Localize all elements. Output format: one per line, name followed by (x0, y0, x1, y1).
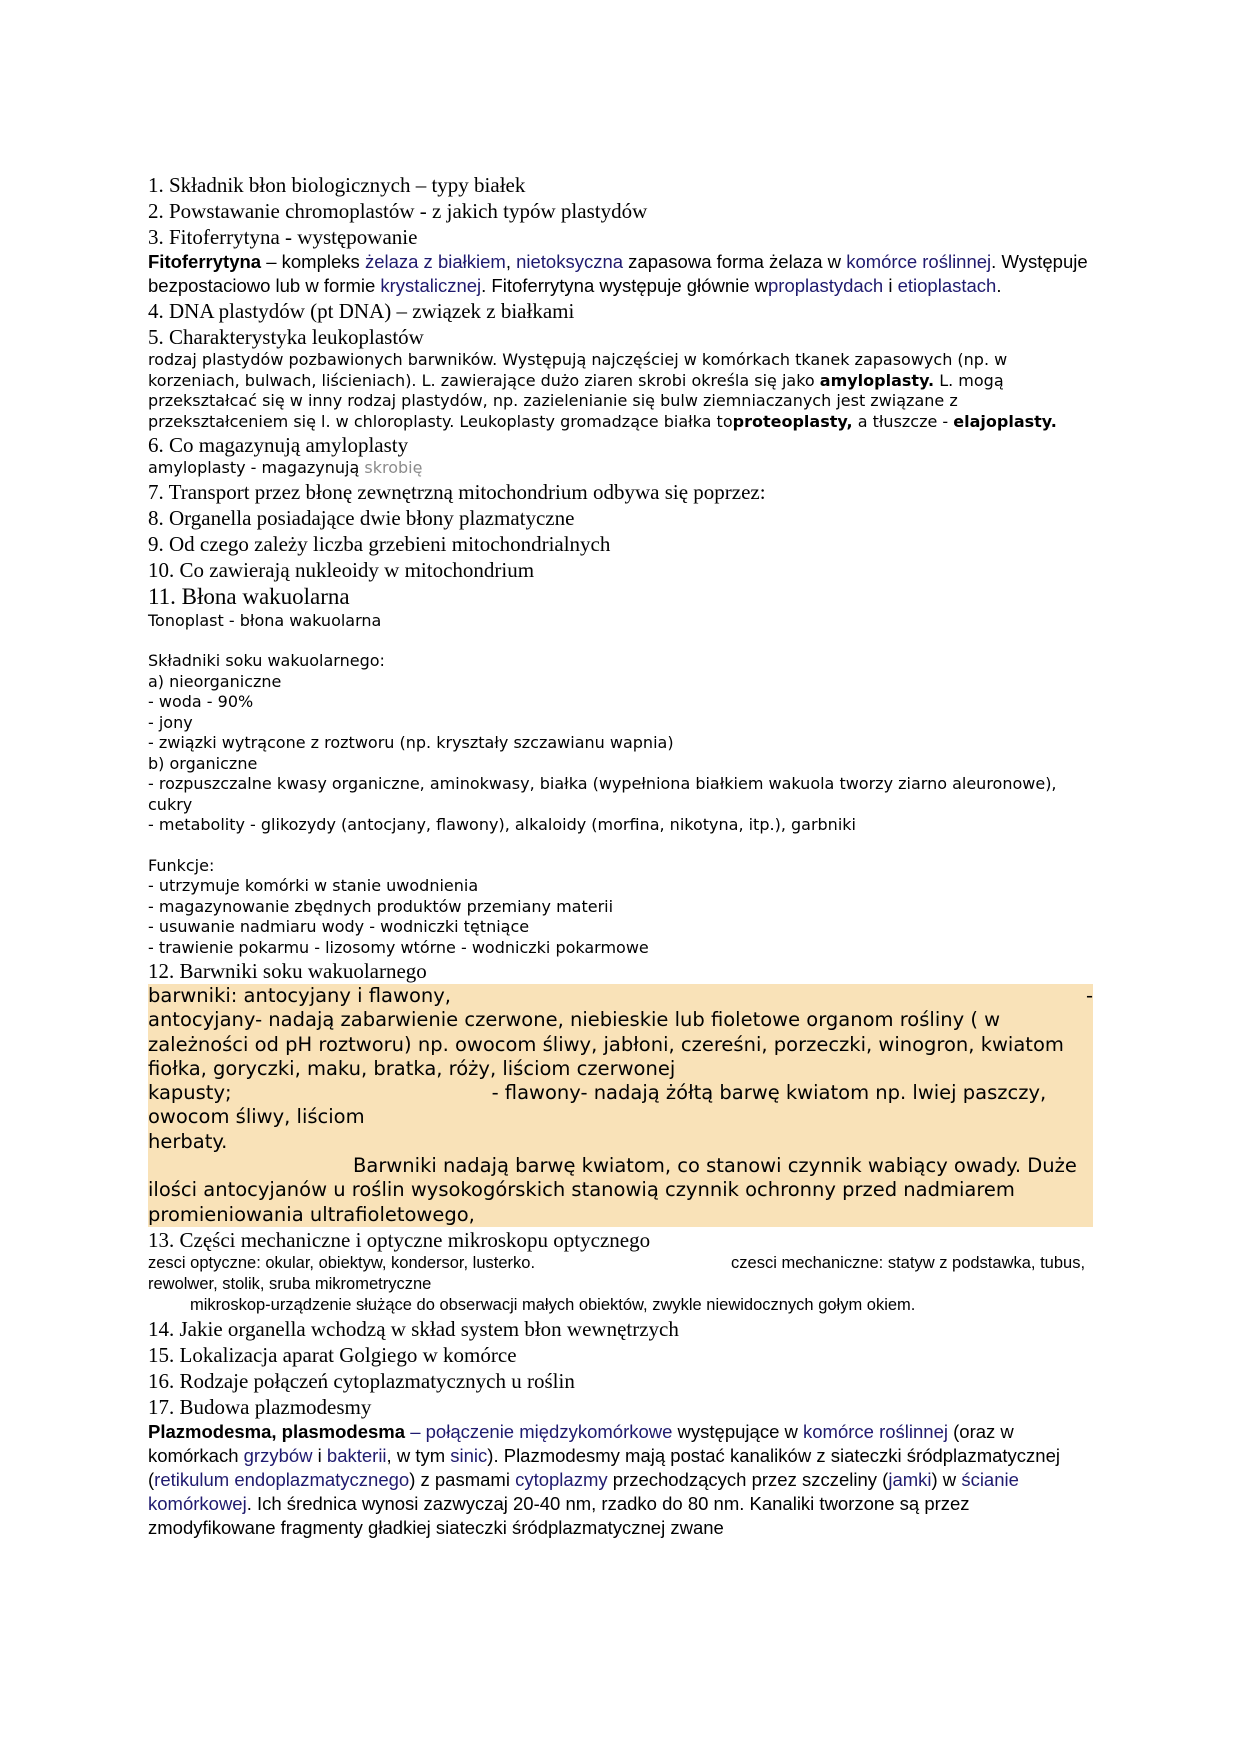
list-item: - woda - 90% (148, 692, 254, 711)
link-jamki[interactable]: jamki (888, 1468, 932, 1490)
list-item: - utrzymuje komórki w stanie uwodnienia (148, 876, 479, 895)
link-retikulum[interactable]: retikulum endoplazmatycznego (154, 1468, 410, 1490)
question-6: 6. Co magazynują amyloplasty (148, 433, 409, 457)
question-12: 12. Barwniki soku wakuolarnego (148, 959, 427, 983)
mikroskop-answer: zesci optyczne: okular, obiektyw, kondersor, lusterko. czesci mechaniczne: statyw z podstawka, tubus, rewolwer, stolik, sruba mikrometryczne mikroskop-urządzenie służące do obserwacji małych obiektów, zwykle niewidocznych gołym okiem. (148, 1253, 1086, 1314)
link-krystalicznej[interactable]: krystalicznej (380, 275, 482, 296)
question-1: 1. Składnik błon biologicznych – typy białek (148, 173, 526, 197)
question-3: 3. Fitoferrytyna - występowanie (148, 225, 418, 249)
question-13: 13. Części mechaniczne i optyczne mikroskopu optycznego (148, 1227, 651, 1252)
fitoferrytyna-paragraph: Fitoferrytyna – kompleks żelaza z białkiem, nietoksyczna zapasowa forma żelaza w komórce roślinnej. Występuje bezpostaciowo lub w formie krystalicznej. Fitoferrytyna występuje głównie wproplastydach i etioplastach. (148, 251, 1088, 296)
question-14: 14. Jakie organella wchodzą w skład system błon wewnętrzych (148, 1316, 679, 1341)
list-item: - jony (148, 712, 193, 732)
list-item: - związki wytrącone z roztworu (np. kryształy szczawianu wapnia) (148, 733, 674, 752)
question-16: 16. Rodzaje połączeń cytoplazmatycznych u roślin (148, 1368, 575, 1393)
list-item: - trawienie pokarmu - lizosomy wtórne - wodniczki pokarmowe (148, 937, 649, 957)
question-9: 9. Od czego zależy liczba grzebieni mitochondrialnych (148, 531, 611, 556)
link-sciana-komorkowa[interactable]: ścianie komórkowej (148, 1468, 1019, 1514)
list-item: - usuwanie nadmiaru wody - wodniczki tętniące (148, 917, 530, 936)
question-4: 4. DNA plastydów (pt DNA) – związek z białkami (148, 299, 575, 323)
amyloplasty-answer: amyloplasty - magazynują skrobię (148, 458, 423, 477)
list-item: - metabolity - glikozydy (antocjany, flawony), alkaloidy (morfina, nikotyna, itp.), garbniki (148, 815, 856, 834)
link-bakterii[interactable]: bakterii (326, 1444, 387, 1466)
link-skrobie[interactable]: skrobię (364, 458, 423, 477)
link-cytoplazmy[interactable]: cytoplazmy (515, 1468, 608, 1490)
plazmodesma-paragraph: Plazmodesma, plasmodesma – połączenie międzykomórkowe występujące w komórce roślinnej (oraz w komórkach grzybów i bakterii, w tym sinic). Plazmodesmy mają postać kanalików z siateczki śródplazmatycznej (retikulum endoplazmatycznego) z pasmami cytoplazmy przechodzących przez szczeliny (jamki) w ścianie komórkowej. Ich średnica wynosi zazwyczaj 20-40 nm, rzadko do 80 nm. Kanaliki tworzone są przez zmodyfikowane fragmenty gładkiej siateczki śródplazmatycznej zwane (148, 1420, 1060, 1538)
link-nietoksyczna[interactable]: nietoksyczna (516, 251, 624, 272)
sok-list (148, 672, 1098, 836)
sok-heading: Składniki soku wakuolarnego: (148, 651, 385, 670)
funkcje-list (148, 876, 1098, 958)
leukoplasty-paragraph: rodzaj plastydów pozbawionych barwników. Występują najczęściej w komórkach tkanek zapasowych (np. w korzeniach, bulwach, liścieniach). L. zawierające dużo ziaren skrobi określa się jako amyloplasty. L. mogą przekształcać się w inny rodzaj plastydów, np. zazielenianie się bulw ziemniaczanych jest związane z przekształceniem się l. w chloroplasty. Leukoplasty gromadzące białka toproteoplasty, a tłuszcze - elajoplasty. (148, 350, 1057, 431)
link-polaczenie[interactable]: połączenie międzykomórkowe (425, 1420, 673, 1442)
barwniki-highlighted-block: barwniki: antocyjany i flawony, - antocyjany- nadają zabarwienie czerwone, niebieskie lub fioletowe organom rośliny ( w zależności od pH roztworu) np. owocom śliwy, jabłoni, czereśni, porzeczki, winogron, kwiatom fiołka, goryczki, maku, bratka, róży, liściom czerwonej kapusty; - flawony- nadają żółtą barwę kwiatom np. lwiej paszczy, owocom śliwy, liściom herbaty. Barwniki nadają barwę kwiatom, co stanowi czynnik wabiący owady. Duże ilości antocyjanów u roślin wysokogórskich stanowią czynnik ochronny przed nadmiarem promieniowania ultrafioletowego, (148, 984, 1093, 1226)
link-komorce-roslinnej[interactable]: komórce roślinnej (846, 251, 992, 272)
list-item: - magazynowanie zbędnych produktów przemiany materii (148, 896, 614, 916)
link-grzybow[interactable]: grzybów (243, 1444, 313, 1466)
link-zelaza[interactable]: żelaza z białkiem (364, 251, 506, 272)
plazmo-term: Plazmodesma, plasmodesma (148, 1420, 406, 1442)
question-17: 17. Budowa plazmodesmy (148, 1394, 372, 1419)
document-body (148, 172, 1098, 1540)
link-sinic[interactable]: sinic (450, 1444, 488, 1466)
list-item: a) nieorganiczne (148, 671, 282, 691)
question-11: 11. Błona wakuolarna (148, 583, 350, 609)
link-komorce-roslinnej-2[interactable]: komórce roślinnej (803, 1420, 948, 1442)
list-item: b) organiczne (148, 753, 258, 773)
question-7: 7. Transport przez błonę zewnętrzną mitochondrium odbywa się poprzez: (148, 479, 766, 504)
question-8: 8. Organella posiadające dwie błony plazmatyczne (148, 505, 575, 530)
list-item: - rozpuszczalne kwasy organiczne, aminokwasy, białka (wypełniona białkiem wakuola tworzy ziarno aleuronowe), cukry (148, 774, 1057, 814)
question-15: 15. Lokalizacja aparat Golgiego w komórce (148, 1342, 517, 1367)
question-10: 10. Co zawierają nukleoidy w mitochondrium (148, 557, 535, 582)
question-5: 5. Charakterystyka leukoplastów (148, 325, 424, 349)
fito-term: Fitoferrytyna (148, 251, 262, 272)
tonoplast-line: Tonoplast - błona wakuolarna (148, 610, 382, 630)
link-etioplastach[interactable]: etioplastach (897, 275, 997, 296)
question-2: 2. Powstawanie chromoplastów - z jakich typów plastydów (148, 199, 648, 223)
funkcje-heading: Funkcje: (148, 855, 215, 875)
link-proplastydach[interactable]: proplastydach (768, 275, 884, 296)
